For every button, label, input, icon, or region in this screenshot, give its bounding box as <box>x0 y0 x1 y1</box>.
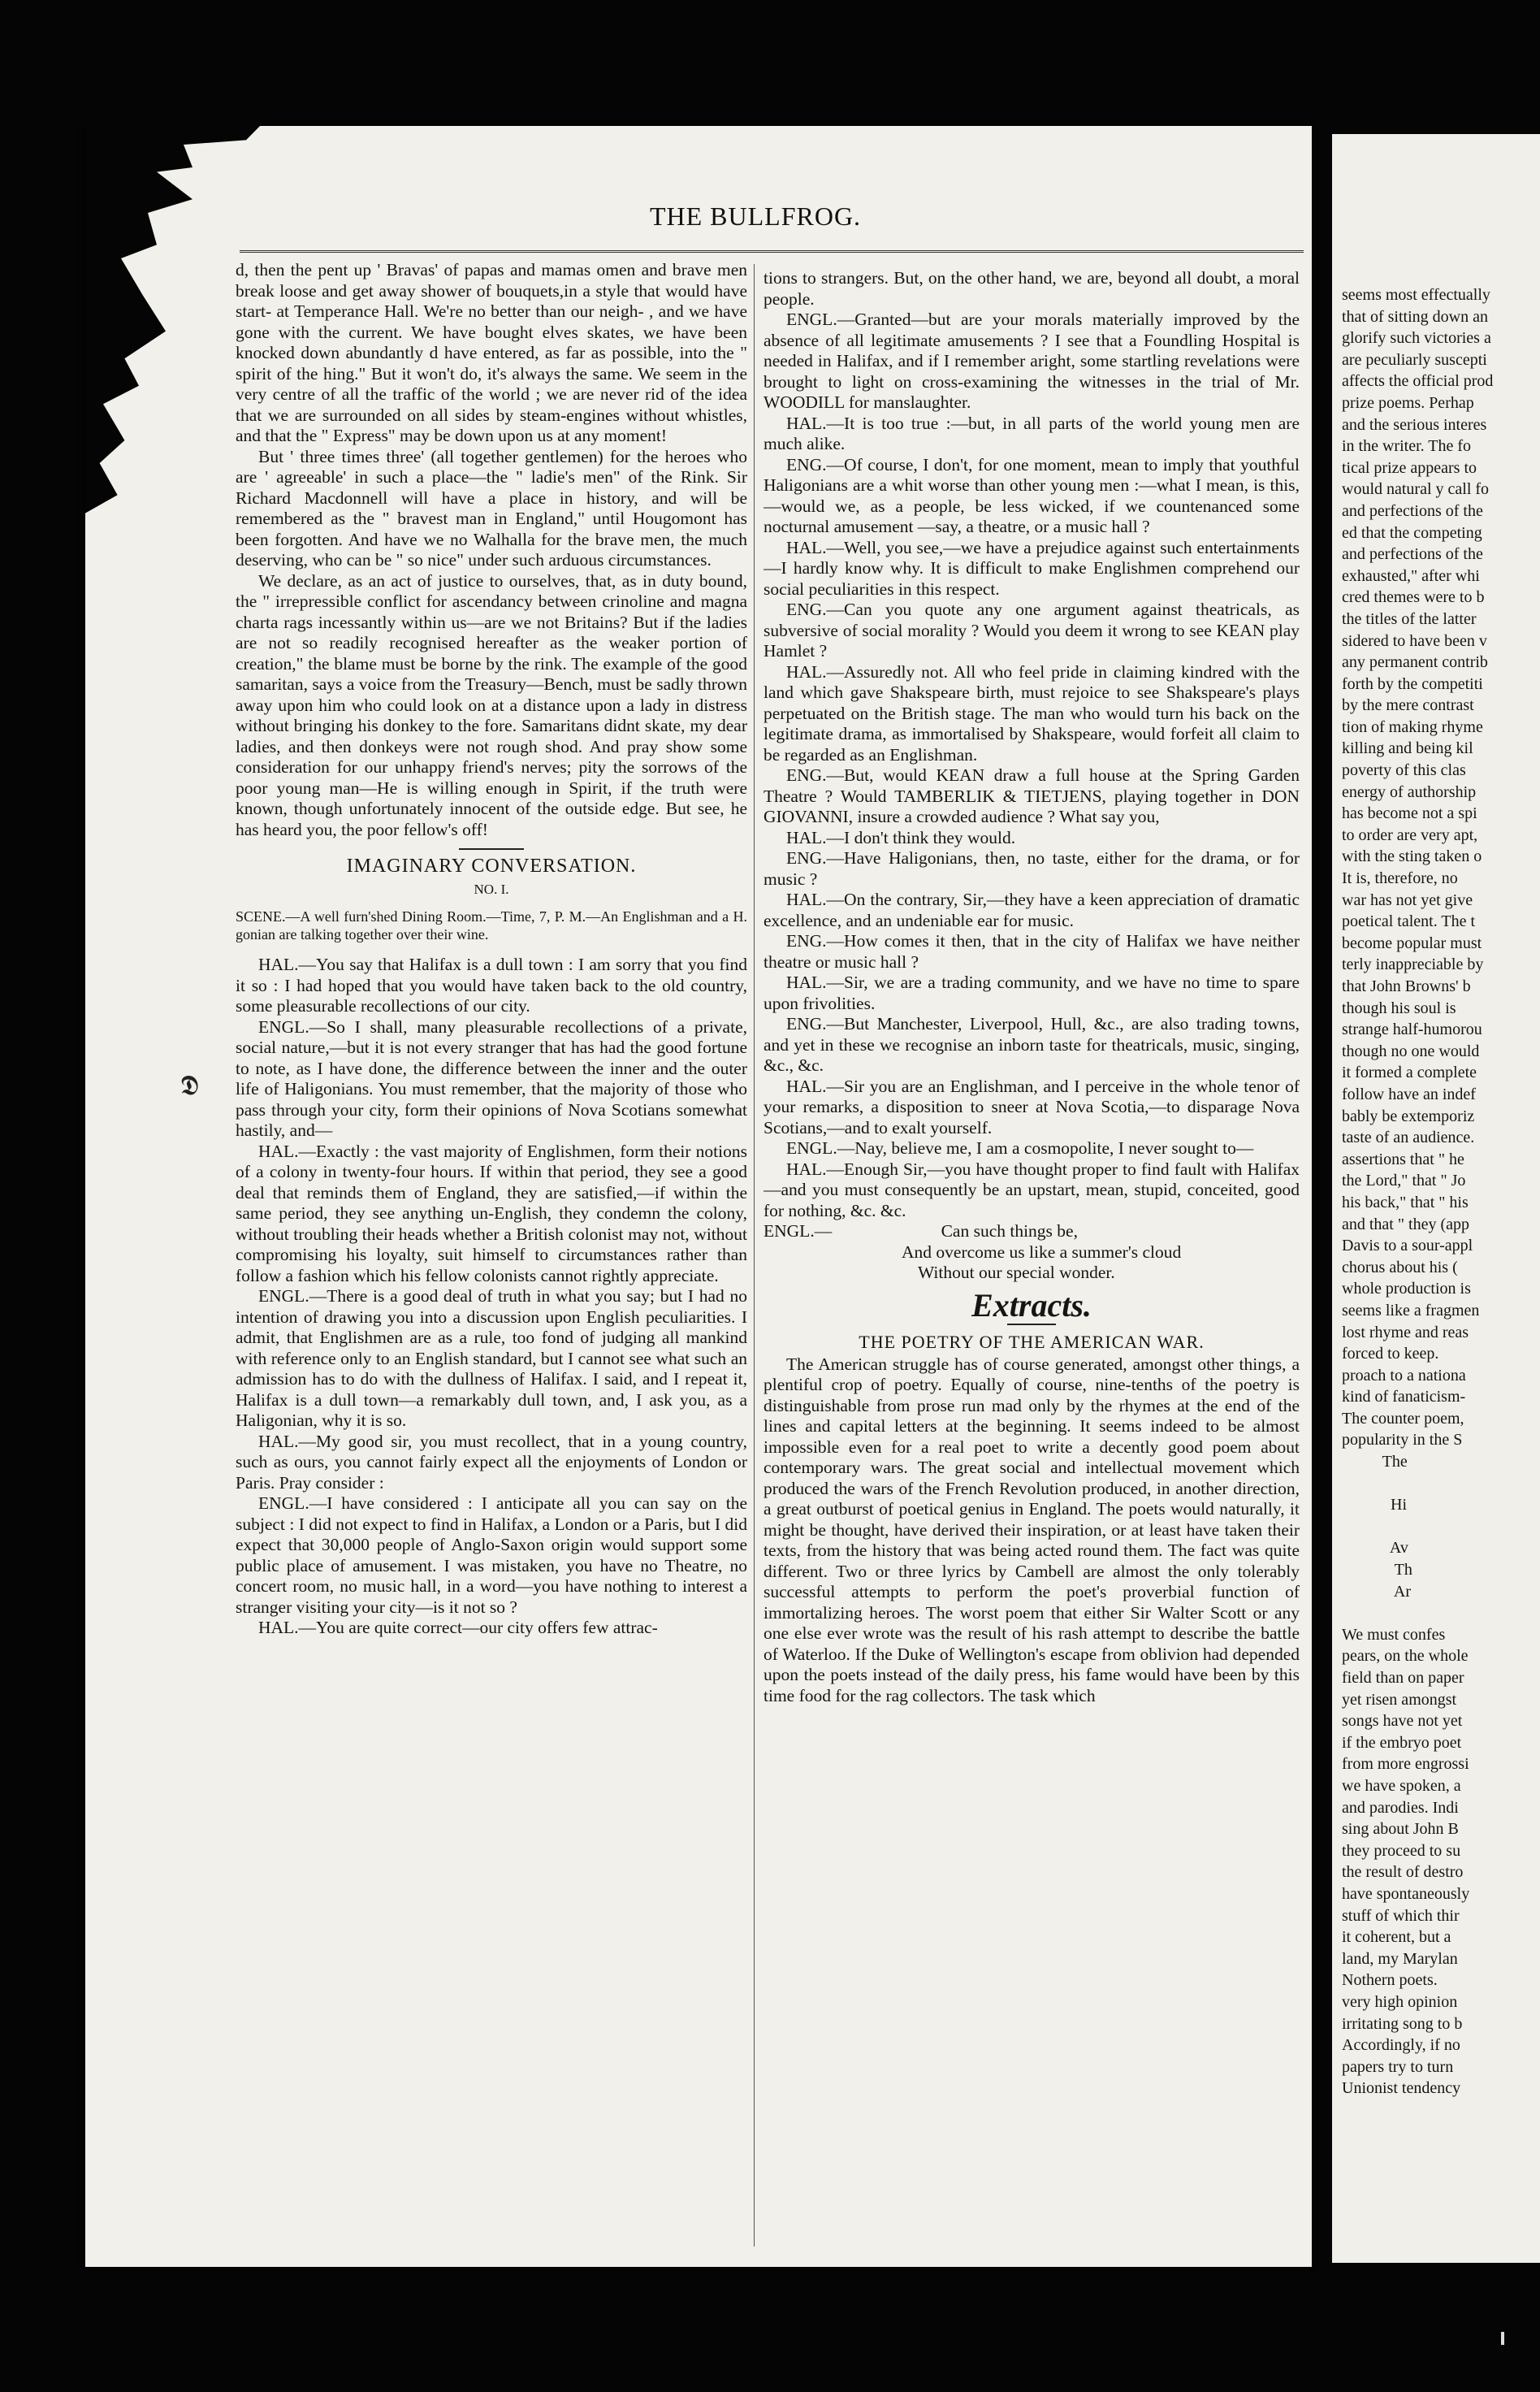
column-3-line: has become not a spi <box>1342 804 1477 823</box>
dialogue-paragraph: HAL.—It is too true :—but, in all parts of the world young men are much alike. <box>764 413 1300 453</box>
column-3-line: prize poems. Perhap <box>1342 393 1474 412</box>
section-rule <box>1007 1324 1056 1325</box>
dialogue-paragraph: HAL.—My good sir, you must recollect, that in a young country, such as ours, you cannot fairly expect all the enjoyments of London or Paris. Pray consider : <box>236 1431 747 1493</box>
column-3-line: they proceed to su <box>1342 1841 1461 1860</box>
column-3-line: songs have not yet <box>1342 1712 1463 1731</box>
column-3-line: tical prize appears to <box>1342 458 1477 477</box>
section-heading: IMAGINARY CONVERSATION. <box>346 856 637 877</box>
column-3-line: poverty of this clas <box>1342 761 1466 780</box>
column-3-line: it formed a complete <box>1342 1064 1477 1082</box>
dialogue-paragraph: HAL.—Exactly : the vast majority of Englishmen, form their notions of a colony in twenty-four hours. If within that period, they see a good deal that reminds them of England, they are satisfied,—if within the same period, they see anything un-English, they condemn the colony, without troubling their heads whether a British colonist may not, without compromising his loyalty, suit himself to circumstances rather than follow a fashion which his fellow colonists cannot rightly appreciate. <box>236 1141 747 1285</box>
column-3-line: terly inappreciable by <box>1342 956 1484 974</box>
column-3-line: that of sitting down an <box>1342 307 1488 326</box>
column-3-line: the Lord," that " Jo <box>1342 1172 1466 1190</box>
column-3-line: proach to a nationa <box>1342 1366 1466 1384</box>
column-3-line: have spontaneously <box>1342 1884 1470 1903</box>
column-3-line: stuff of which thir <box>1342 1906 1460 1925</box>
dialogue-paragraph: tions to strangers. But, on the other hand, we are, beyond all doubt, a moral people. <box>764 268 1300 309</box>
column-3-line: Ar <box>1342 1582 1411 1601</box>
column-divider <box>754 264 755 2247</box>
column-3-line: killing and being kil <box>1342 739 1473 758</box>
scan-artifact <box>1501 2332 1504 2345</box>
column-3-line: Nothern poets. <box>1342 1971 1438 1990</box>
article-paragraph: We declare, as an act of justice to ourselves, that, as in duty bound, the " irrepressible conflict for ascendancy between crinoline and magna charta rags incessantly within us—are we not Britains? But if the ladies are not so readily recognised hereafter as the weaker portion of creation," the blame must be borne by the rink. The example of the good samaritan, says a voice from the Treasury—Bench, must be sadly thrown away upon him who could look on at a distance upon a lady in distress without bringing his donkey to the fore. Samaritans didnt skate, my dear ladies, and then donkeys were not rough shod. And pray show some consideration for our unhappy friend's nerves; pity the sorrows of the poor young man—He is willing enough in Spirit, if the truth were known, though unfortunately innocent of the outside edge. But see, he has heard you, the poor fellow's off! <box>236 570 747 839</box>
column-3-line: Hi <box>1342 1496 1407 1514</box>
dialogue-paragraph: ENG.—But, would KEAN draw a full house at the Spring Garden Theatre ? Would TAMBERLIK & TIETJENS, playing together in DON GIOVANNI, insure a crowded audience ? What say you, <box>764 765 1300 826</box>
column-3-line: poetical talent. The t <box>1342 912 1476 931</box>
column-3-line: energy of authorship <box>1342 782 1477 801</box>
column-3-line: exhausted," after whi <box>1342 566 1480 585</box>
dialogue-paragraph: ENG.—Can you quote any one argument against theatricals, as subversive of social morality ? Would you deem it wrong to see KEAN play Hamlet ? <box>764 600 1300 661</box>
column-3-line: to order are very apt, <box>1342 826 1478 844</box>
column-3-line: chorus about his ( <box>1342 1258 1458 1276</box>
column-3-line: are peculiarly suscepti <box>1342 350 1487 369</box>
column-3-line: We must confes <box>1342 1625 1446 1644</box>
column-3-line: follow have an indef <box>1342 1085 1476 1103</box>
verse-line: And overcome us like a summer's cloud <box>902 1242 1182 1262</box>
dialogue-paragraph: ENG.—But Manchester, Liverpool, Hull, &c., are also trading towns, and yet in these we recognise an inborn taste for theatricals, music, singing, &c., &c. <box>764 1014 1300 1075</box>
section-rule <box>459 848 524 850</box>
column-3-line: though no one would <box>1342 1042 1480 1060</box>
dialogue-paragraph: ENGL.—There is a good deal of truth in what you say; but I had no intention of drawing you into a discussion upon English peculiarities. I admit, that Englishmen are as a rule, too fond of judging all mankind with reference only to an English standard, but I cannot see what such an admission has to do with the dullness of Halifax. I said, and I repeat it, Halifax is a dull town—a remarkably dull town, and, I ask you, as a Haligonian, why it is so. <box>236 1286 747 1430</box>
dialogue-paragraph: ENG.—Have Haligonians, then, no taste, either for the drama, or for music ? <box>764 848 1300 889</box>
column-3-line: cred themes were to b <box>1342 588 1485 607</box>
column-3-partial <box>1342 284 1540 2251</box>
column-3-line: his back," that " his <box>1342 1193 1469 1211</box>
dialogue-paragraph: HAL.—Sir, we are a trading community, and we have no time to spare upon frivolities. <box>764 973 1300 1013</box>
column-3-line: seems most effectually <box>1342 286 1490 304</box>
column-3-line: and that " they (app <box>1342 1215 1470 1233</box>
column-3-line: field than on paper <box>1342 1669 1464 1687</box>
column-3-line <box>1342 1516 1540 1538</box>
column-3-line: bably be extemporiz <box>1342 1107 1475 1125</box>
dialogue-paragraph: HAL.—On the contrary, Sir,—they have a keen appreciation of dramatic excellence, and an undeniable ear for music. <box>764 890 1300 930</box>
article-paragraph: d, then the pent up ' Bravas' of papas and mamas omen and brave men break loose and get away shower of bouquets,in a style that would have start- at Temperance Hall. We're no better than our neigh- , and we have gone with the current. We have bought elves skates, we have been knocked down abundantly d have entered, as far as possible, into the " spirit of the hing." But it won't do, it's always the same. We seem in the very centre of all the traffic of the world ; we are never rid of the idea that we are surrounded on all sides by steam-engines without whistles, and that the " Express" may be down upon us at any moment! <box>236 260 747 445</box>
column-3-line: Accordingly, if no <box>1342 2036 1460 2055</box>
margin-bracket-mark: 𝕯 <box>180 1071 199 1101</box>
column-3-line: Unionist tendency <box>1342 2079 1461 2098</box>
column-3-line: Th <box>1342 1561 1412 1580</box>
dialogue-paragraph: HAL.—I don't think they would. <box>786 827 1016 847</box>
dialogue-paragraph: HAL.—You say that Halifax is a dull town : I am sorry that you find it so : I had hoped that you would have taken back to the old country, some pleasurable recollections of our city. <box>236 955 747 1016</box>
column-3-line: seems like a fragmen <box>1342 1301 1480 1320</box>
column-3-line: from more engrossi <box>1342 1755 1469 1774</box>
column-3-line: kind of fanaticism- <box>1342 1388 1466 1406</box>
article-paragraph: But ' three times three' (all together gentlemen) for the heroes who are ' agreeable' in such a place—the " ladie's men" of the Rink. Sir Richard Macdonnell will have a place in history, and will be remembered as the " bravest man in England," until Hougomont has been forgotten. And have we no Walhalla for the brave men, the much deserving, who can be " so nice" under such arduous circumstances. <box>236 446 747 570</box>
column-3-line: glorify such victories a <box>1342 329 1491 348</box>
dialogue-paragraph: ENGL.—Nay, believe me, I am a cosmopolite, I never sought to— <box>786 1138 1254 1158</box>
column-3-line: The counter poem, <box>1342 1409 1464 1428</box>
dialogue-paragraph: ENG.—Of course, I don't, for one moment, mean to imply that youthful Haligonians are a whit worse than other young men :—what I mean, is this,—would we, as a people, be less wicked, if we countenanced some nocturnal amusement —say, a theatre, or a music hall ? <box>764 454 1300 536</box>
masthead-rule <box>240 250 1304 253</box>
column-3-line: pears, on the whole <box>1342 1647 1469 1666</box>
column-3-line: the titles of the latter <box>1342 609 1477 628</box>
column-3-line: very high opinion <box>1342 1992 1458 2011</box>
column-3-line: though his soul is <box>1342 999 1456 1017</box>
column-3-line: war has not yet give <box>1342 890 1473 909</box>
column-3-line: sing about John B <box>1342 1820 1459 1839</box>
extracts-heading: Extracts. <box>971 1286 1092 1324</box>
column-3-line: Davis to a sour-appl <box>1342 1237 1473 1255</box>
column-3-line: affects the official prod <box>1342 372 1494 391</box>
dialogue-paragraph: HAL.—Enough Sir,—you have thought proper to find fault with Halifax—and you must consequently be an upstart, mean, stupid, conceited, good for nothing, &c. &c. <box>764 1159 1300 1220</box>
column-3-line: taste of an audience. <box>1342 1129 1475 1147</box>
column-3-line: sidered to have been v <box>1342 631 1487 650</box>
column-3-line: strange half-humorou <box>1342 1020 1482 1039</box>
column-3-line: if the embryo poet <box>1342 1733 1462 1752</box>
column-3-line: and perfections of the <box>1342 501 1483 520</box>
article-heading: THE POETRY OF THE AMERICAN WAR. <box>859 1332 1205 1352</box>
column-3-line: in the writer. The fo <box>1342 437 1472 456</box>
column-3-line: we have spoken, a <box>1342 1776 1461 1795</box>
article-paragraph: The American struggle has of course generated, amongst other things, a plentiful crop of poetry. Equally of course, nine-tenths of the poetry is distinguishable from prose run mad only by the rhymes at the end of the lines and capital letters at the beginning. It seems indeed to be almost impossible even for a real poet to write a decently good poem about contemporary wars. The great social and intellectual movement which produced the wars of the French Revolution produced, in another direction, a great outburst of poetical genius in England. The poets would naturally, it might be thought, have derived their inspiration, or at least have taken their texts, from the history that was being acted round them. The fact was quite different. Two or three lyrics by Cambell are almost the only tolerably successful attempts to perform the poet's proverbial function of immortalizing heroes. The worst poem that either Sir Walter Scott or any one else ever wrote was the result of his rash attempt to describe the battle of Waterloo. If the Duke of Wellington's escape from oblivion had depended upon the poets instead of the daily press, his fame would have been by this time food for the rag collectors. The task which <box>764 1354 1300 1705</box>
dialogue-paragraph: HAL.—Assuredly not. All who feel pride in claiming kindred with the land which gave Shakspeare birth, must rejoice to see Shakspeare's plays perpetuated on the British stage. The man who would turn his back on the legitimate drama, as immortalised by Shakspeare, would forfeit all claim to be regarded as an Englishman. <box>764 661 1300 765</box>
column-3-line: the result of destro <box>1342 1863 1464 1882</box>
column-3-line: that John Browns' b <box>1342 977 1471 995</box>
column-3-line: forced to keep. <box>1342 1345 1439 1363</box>
verse-line: ENGL.— Can such things be, <box>764 1221 1078 1241</box>
column-3-line: papers try to turn <box>1342 2057 1454 2076</box>
column-2 <box>764 268 1300 2259</box>
dialogue-paragraph: ENG.—How comes it then, that in the city of Halifax we have neither theatre or music hall ? <box>764 931 1300 972</box>
column-3-line: tion of making rhyme <box>1342 717 1483 736</box>
column-3-line: with the sting taken o <box>1342 847 1482 866</box>
column-3-line: and perfections of the <box>1342 545 1483 564</box>
column-3-line: by the mere contrast <box>1342 696 1474 715</box>
dialogue-paragraph: ENGL.—So I shall, many pleasurable recollections of a private, social nature,—but it is not every stranger that has had the good fortune to note, as I have done, the difference between the inner and the outer life of Haligonians. You must remember, that the majority of those who pass through your city, form their opinions of Nova Scotians somewhat hastily, and— <box>236 1016 747 1140</box>
verse-line: Without our special wonder. <box>918 1263 1115 1282</box>
column-3-line: would natural y call fo <box>1342 480 1490 499</box>
column-3-line: forth by the competiti <box>1342 674 1483 693</box>
column-3-line: land, my Marylan <box>1342 1949 1458 1968</box>
column-3-line: irritating song to b <box>1342 2014 1463 2033</box>
column-3-line: any permanent contrib <box>1342 653 1488 672</box>
column-3-line: Av <box>1342 1539 1408 1558</box>
dialogue-paragraph: HAL.—You are quite correct—our city offers few attrac- <box>258 1618 658 1637</box>
column-3-line: it coherent, but a <box>1342 1928 1451 1947</box>
dialogue-paragraph: HAL.—Sir you are an Englishman, and I perceive in the whole tenor of your remarks, a disposition to sneer at Nova Scotia,—to disparage Nova Scotians,—and to exalt yourself. <box>764 1076 1300 1138</box>
column-3-line: The <box>1342 1453 1408 1471</box>
column-3-line <box>1342 1602 1540 1624</box>
column-3-line: lost rhyme and reas <box>1342 1323 1469 1341</box>
column-3-line: whole production is <box>1342 1280 1471 1298</box>
column-3-line: popularity in the S <box>1342 1431 1463 1450</box>
section-subheading: NO. I. <box>474 881 509 897</box>
scene-description: SCENE.—A well furn'shed Dining Room.—Time, 7, P. M.—An Englishman and a H. gonian are talking together over their wine. <box>236 908 747 942</box>
column-3-line: ed that the competing <box>1342 523 1482 542</box>
column-3-line: and the serious interes <box>1342 415 1487 434</box>
dialogue-paragraph: ENGL.—I have considered : I anticipate all you can say on the subject : I did not expect to find in Halifax, a London or a Paris, but I did expect that 30,000 people of Anglo-Saxon origin would support some public place of amusement. I was mistaken, you have no Theatre, no concert room, no music hall, in a word—you have nothing to interest a stranger visiting your city—is it not so ? <box>236 1493 747 1617</box>
column-3-line: become popular must <box>1342 934 1482 952</box>
masthead: THE BULLFROG. <box>649 202 862 231</box>
column-1 <box>236 260 747 2259</box>
column-3-line: It is, therefore, no <box>1342 869 1458 888</box>
dialogue-paragraph: HAL.—Well, you see,—we have a prejudice against such entertainments—I hardly know why. It is difficult to make Englishmen comprehend our social peculiarities in this respect. <box>764 537 1300 599</box>
column-3-line <box>1342 1473 1540 1495</box>
dialogue-paragraph: ENGL.—Granted—but are your morals materially improved by the absence of all legitimate amusements ? I see that a Foundling Hospital is needed in Halifax, and if I remember aright, some startling revelations were brought to light on cross-examining the witnesses in the trial of Mr. WOODILL for manslaughter. <box>764 310 1300 412</box>
column-3-line: yet risen amongst <box>1342 1690 1457 1709</box>
column-3-line: assertions that " he <box>1342 1150 1464 1168</box>
column-3-line: and parodies. Indi <box>1342 1798 1459 1817</box>
